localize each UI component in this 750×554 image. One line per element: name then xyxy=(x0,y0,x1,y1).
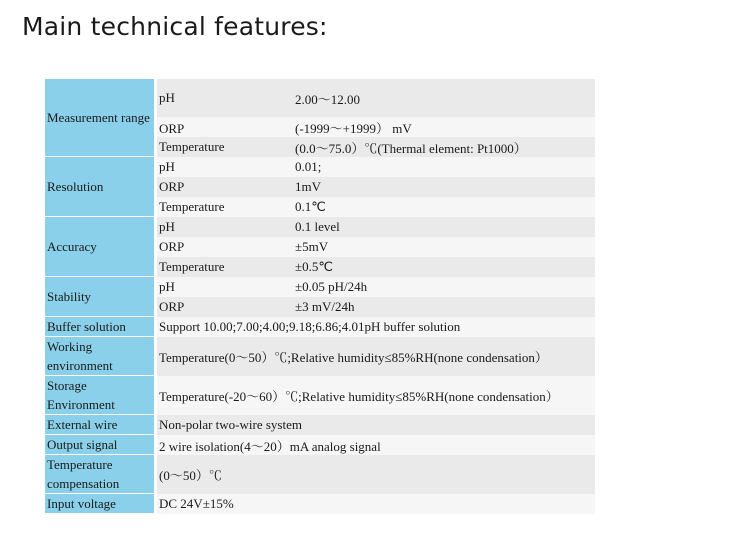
spec-value: (-1999～+1999） mV xyxy=(295,121,412,136)
spec-group-buffer-solution xyxy=(45,317,595,337)
spec-group-label: Working environment xyxy=(45,337,157,376)
spec-row xyxy=(157,177,595,197)
spec-group-temperature-compensation xyxy=(45,455,595,494)
spec-row xyxy=(157,297,595,317)
spec-group-label: Temperature compensation xyxy=(45,455,157,494)
spec-row xyxy=(157,376,595,415)
spec-group-label: Resolution xyxy=(45,157,157,217)
spec-value: 2 wire isolation(4～20）mA analog signal xyxy=(159,438,381,454)
spec-row xyxy=(157,455,595,494)
spec-value: 0.1℃ xyxy=(295,199,326,214)
spec-group-label: Stability xyxy=(45,277,157,317)
spec-group-label: Buffer solution xyxy=(45,317,157,337)
spec-value: Non-polar two-wire system xyxy=(159,417,302,432)
spec-param: Temperature xyxy=(159,199,225,214)
spec-row xyxy=(157,217,595,237)
spec-group-input-voltage xyxy=(45,494,595,514)
spec-row xyxy=(157,237,595,257)
spec-row xyxy=(157,494,595,514)
spec-value: ±0.5℃ xyxy=(295,259,333,274)
spec-group-label: Input voltage xyxy=(45,494,157,514)
spec-param: pH xyxy=(159,219,175,234)
spec-row xyxy=(157,317,595,337)
spec-group-measurement-range xyxy=(45,79,595,157)
spec-param: pH xyxy=(159,90,175,105)
spec-row xyxy=(157,415,595,435)
spec-value: ±5mV xyxy=(295,239,329,254)
spec-param: pH xyxy=(159,279,175,294)
spec-group-external-wire xyxy=(45,415,595,435)
spec-group-working-environment xyxy=(45,337,595,376)
spec-value: 0.01; xyxy=(295,159,322,174)
spec-row xyxy=(157,337,595,376)
page-title: Main technical features: xyxy=(22,12,328,41)
spec-group-label: Storage Environment xyxy=(45,376,157,415)
spec-group-resolution xyxy=(45,157,595,217)
spec-row xyxy=(157,435,595,455)
spec-value: Temperature(-20～60）℃;Relative humidity≤85%RH(none condensation） xyxy=(159,389,559,404)
spec-value: Support 10.00;7.00;4.00;9.18;6.86;4.01pH buffer solution xyxy=(159,319,461,334)
spec-param: ORP xyxy=(159,239,185,254)
spec-param: Temperature xyxy=(159,259,225,274)
spec-value: 1mV xyxy=(295,179,321,194)
spec-row xyxy=(157,257,595,277)
spec-param: ORP xyxy=(159,299,185,314)
spec-group-label: Accuracy xyxy=(45,217,157,277)
spec-value: ±0.05 pH/24h xyxy=(295,279,368,294)
spec-row xyxy=(157,277,595,297)
spec-group-accuracy xyxy=(45,217,595,277)
spec-group-stability xyxy=(45,277,595,317)
spec-row xyxy=(157,117,595,137)
spec-value: Temperature(0～50）℃;Relative humidity≤85%RH(none condensation） xyxy=(159,350,548,365)
spec-value: (0～50）℃ xyxy=(159,468,222,483)
spec-table xyxy=(45,79,595,514)
spec-group-storage-environment xyxy=(45,376,595,415)
spec-row xyxy=(157,197,595,217)
spec-group-output-signal xyxy=(45,435,595,455)
spec-group-label: Measurement range xyxy=(45,79,157,157)
spec-row xyxy=(157,79,595,117)
spec-value: (0.0～75.0）℃(Thermal element: Pt1000） xyxy=(295,140,527,156)
spec-value: ±3 mV/24h xyxy=(295,299,355,314)
spec-group-label: Output signal xyxy=(45,435,157,455)
spec-param: ORP xyxy=(159,121,185,136)
spec-row xyxy=(157,157,595,177)
spec-param: Temperature xyxy=(159,139,225,154)
spec-group-label: External wire xyxy=(45,415,157,435)
spec-value: DC 24V±15% xyxy=(159,496,234,511)
spec-param: ORP xyxy=(159,179,185,194)
spec-value: 0.1 level xyxy=(295,219,340,234)
spec-row xyxy=(157,137,595,157)
spec-value: 2.00～12.00 xyxy=(295,91,361,107)
spec-param: pH xyxy=(159,159,175,174)
